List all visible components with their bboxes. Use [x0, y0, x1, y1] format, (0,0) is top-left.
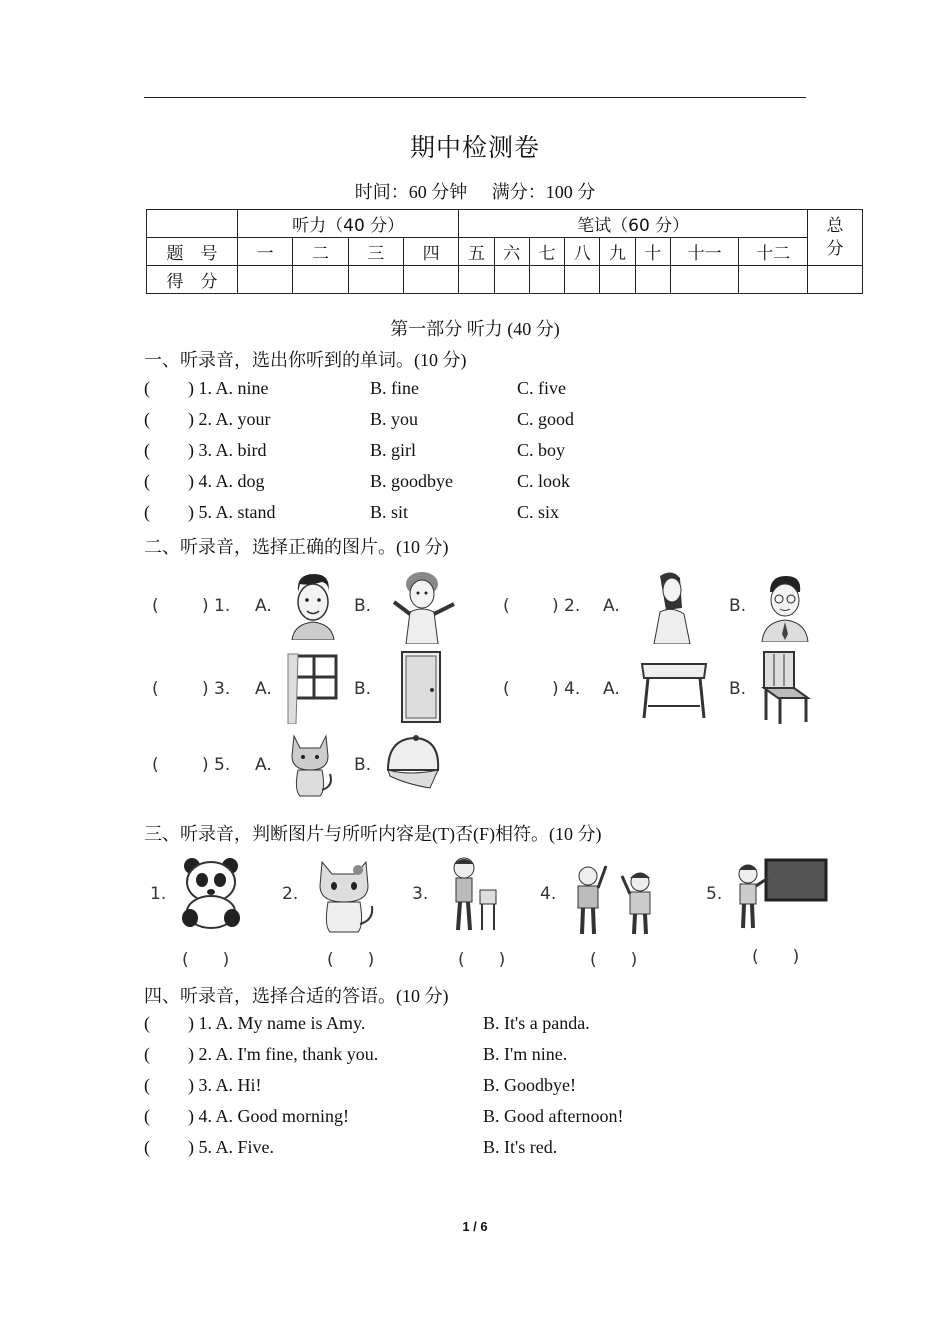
chair-image[interactable]: [758, 650, 814, 726]
q-label: ) 4.: [552, 679, 581, 699]
two-kids-waving-image[interactable]: [570, 854, 670, 936]
q-label: ) 5.: [202, 755, 231, 775]
item-number: 1.: [150, 884, 167, 904]
score-cell[interactable]: [403, 266, 458, 294]
item-number: 2.: [282, 884, 299, 904]
man-glasses-image[interactable]: [756, 572, 814, 642]
answer-paren[interactable]: ( ): [327, 950, 375, 970]
door-image[interactable]: [398, 650, 460, 724]
col-7: 七: [529, 238, 564, 266]
answer-paren: (: [152, 596, 159, 616]
score-cell[interactable]: [600, 266, 635, 294]
option-b-label: B.: [729, 596, 747, 616]
col-4: 四: [403, 238, 458, 266]
exam-info: [0, 178, 950, 204]
section4-heading: 四、听录音，选择合适的答语。(10 分): [144, 986, 449, 1006]
q-label: ) 1.: [202, 596, 231, 616]
window-image[interactable]: [286, 652, 342, 724]
answer-paren[interactable]: ( ): [458, 950, 506, 970]
option-b-label: B.: [354, 596, 372, 616]
score-cell[interactable]: [635, 266, 670, 294]
item-number: 4.: [540, 884, 557, 904]
q-label: ) 3.: [202, 679, 231, 699]
option-b-label: B.: [354, 679, 372, 699]
item-number: 5.: [706, 884, 723, 904]
col-3: 三: [348, 238, 403, 266]
girl-image[interactable]: [384, 566, 464, 644]
col-8: 八: [565, 238, 600, 266]
option-a-label: A.: [603, 596, 620, 616]
score-cell[interactable]: [670, 266, 739, 294]
col-10: 十: [635, 238, 670, 266]
col-9: 九: [600, 238, 635, 266]
answer-paren: (: [152, 679, 159, 699]
score-cell[interactable]: [739, 266, 808, 294]
score-cell[interactable]: [459, 266, 494, 294]
row-label-number: 题 号: [147, 238, 238, 266]
answer-paren: (: [503, 679, 510, 699]
cat-image[interactable]: [284, 730, 336, 798]
score-info: 满分：100 分: [491, 182, 596, 202]
answer-paren: (: [503, 596, 510, 616]
desk-image[interactable]: [638, 654, 710, 720]
item-number: 3.: [412, 884, 429, 904]
panda-image[interactable]: [176, 856, 246, 930]
boy-chair-image[interactable]: [442, 854, 502, 934]
page-number: 1 / 6: [462, 1219, 488, 1234]
boy-face-image[interactable]: [284, 570, 340, 640]
kitten-image[interactable]: [312, 856, 378, 934]
score-cell[interactable]: [529, 266, 564, 294]
woman-image[interactable]: [636, 568, 706, 644]
score-cell[interactable]: [494, 266, 529, 294]
score-cell[interactable]: [238, 266, 293, 294]
section1-heading: 一、听录音，选出你听到的单词。(10 分): [144, 350, 467, 370]
option-a-label: A.: [255, 755, 272, 775]
q-label: ) 2.: [552, 596, 581, 616]
score-cell[interactable]: [293, 266, 348, 294]
score-table: [146, 209, 863, 294]
col-6: 六: [494, 238, 529, 266]
answer-paren[interactable]: ( ): [182, 950, 230, 970]
time-info: 时间：60 分钟: [354, 182, 468, 202]
part1-title: 第一部分 听力 (40 分): [390, 319, 560, 339]
total-header: 总 分: [808, 210, 863, 266]
answer-paren[interactable]: ( ): [590, 950, 638, 970]
boy-blackboard-image[interactable]: [734, 856, 830, 932]
score-cell[interactable]: [348, 266, 403, 294]
row-label-score: 得 分: [147, 266, 238, 294]
option-a-label: A.: [255, 679, 272, 699]
answer-paren: (: [152, 755, 159, 775]
score-cell[interactable]: [565, 266, 600, 294]
section2-heading: 二、听录音，选择正确的图片。(10 分): [144, 537, 449, 557]
col-11: 十一: [670, 238, 739, 266]
col-5: 五: [459, 238, 494, 266]
section3-heading: 三、听录音，判断图片与所听内容是(T)否(F)相符。(10 分): [144, 824, 602, 844]
col-1: 一: [238, 238, 293, 266]
answer-paren[interactable]: ( ): [752, 947, 800, 967]
score-cell[interactable]: [808, 266, 863, 294]
option-b-label: B.: [729, 679, 747, 699]
option-a-label: A.: [255, 596, 272, 616]
option-a-label: A.: [603, 679, 620, 699]
col-2: 二: [293, 238, 348, 266]
cap-image[interactable]: [382, 732, 444, 792]
written-header: 笔试（60 分）: [459, 210, 808, 238]
listening-header: 听力（40 分）: [238, 210, 459, 238]
col-12: 十二: [739, 238, 808, 266]
top-rule: [144, 97, 806, 98]
option-b-label: B.: [354, 755, 372, 775]
page-title: 期中检测卷: [409, 135, 540, 162]
